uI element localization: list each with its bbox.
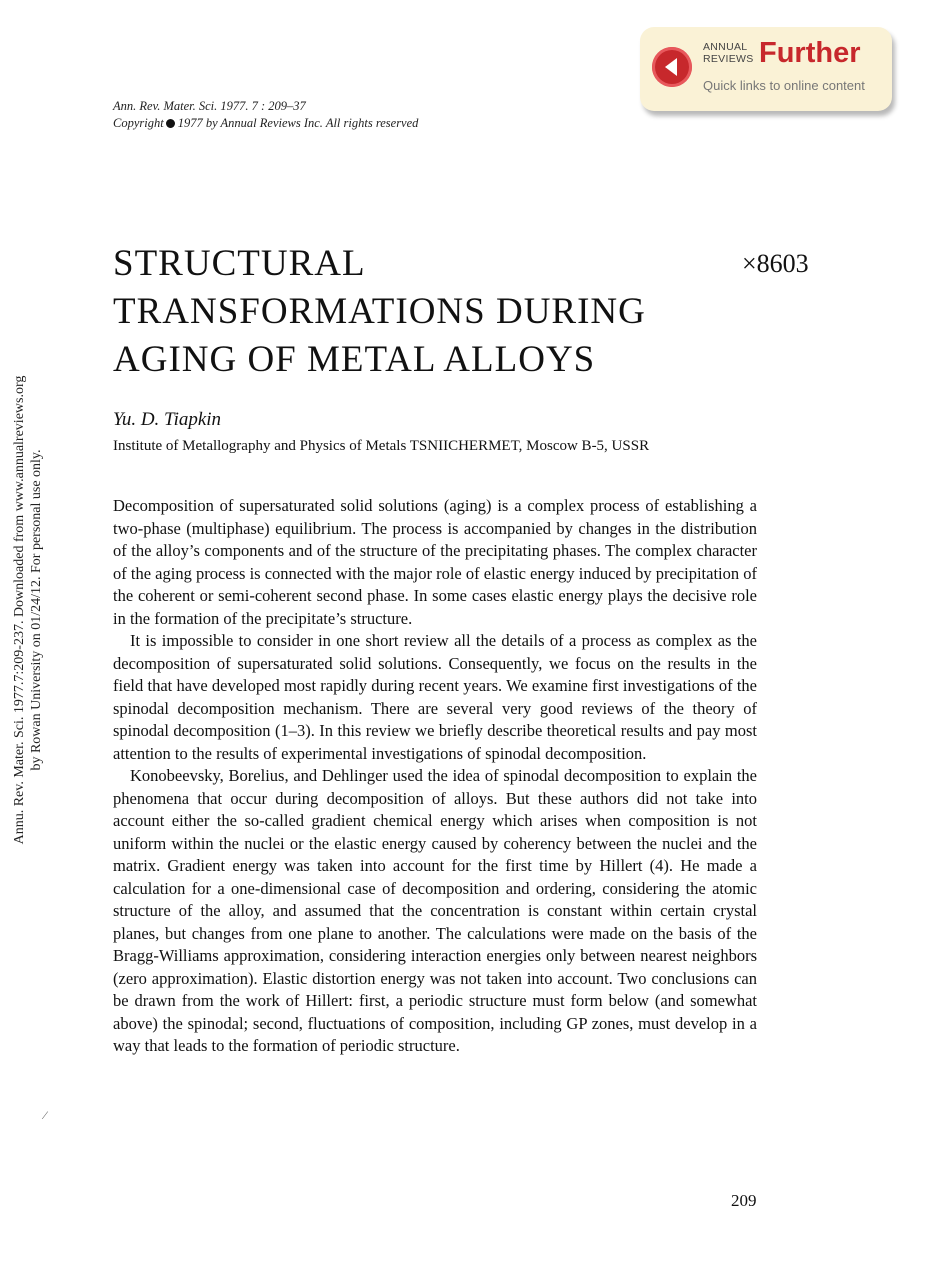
copyright-line: Copyright 1977 by Annual Reviews Inc. All rights reserved: [113, 116, 419, 130]
body-paragraph: Konobeevsky, Borelius, and Dehlinger used the idea of spinodal decomposition to explain the phenomena that occur during decomposition of alloys. But these authors did not take into account either the so-called gradient chemical energy which arises when composition is not uniform within the nuclei or the elastic energy caused by coherency between the nuclei and the matrix. Gradient energy was taken into account for the first time by Hillert (4). He made a calculation for a one-dimensional case of decomposition and ordering, considering the atomic structure of the alloy, and assumed that the concentration is constant within certain crystal planes, but changes from one plane to another. The calculations were made on the basis of the Bragg-Williams approximation, considering interaction energies only between nearest neighbors (zero approximation). Elastic distortion energy was not taken into account. Two conclusions can be drawn from the work of Hillert: first, a periodic structure must form below (and somewhat above) the spinodal; second, fluctuations of composition, including GP zones, must develop in a way that leads to the formation of periodic structure.: [113, 766, 757, 1055]
download-notice-line: by Rowan University on 01/24/12. For personal use only.: [29, 449, 44, 771]
article-body: [113, 495, 757, 1058]
download-notice: [11, 290, 45, 930]
play-back-icon: [652, 47, 692, 87]
download-notice-line: Annu. Rev. Mater. Sci. 1977.7:209-237. Downloaded from www.annualreviews.org: [12, 375, 27, 845]
title-line: AGING OF METAL ALLOYS: [113, 339, 596, 380]
body-paragraph: It is impossible to consider in one short review all the details of a process as complex as the decomposition of supersaturated solid solutions. Consequently, we focus on the results in the field that have developed most rapidly during recent years. We examine first investigations of the spinodal decomposition mechanism. There are several very good reviews of the theory of spinodal decomposition (1–3). In this review we briefly describe theoretical results and pay most attention to the results of experimental investigations of spinodal decomposition.: [113, 631, 757, 763]
body-paragraph: Decomposition of supersaturated solid solutions (aging) is a complex process of establishing a two-phase (multiphase) equilibrium. The process is accompanied by changes in the distribution of the alloy’s components and of the structure of the precipitating phases. The complex character of the aging process is connected with the major role of elastic energy induced by precipitation of the coherent or semi-coherent second phase. In some cases elastic energy plays the decisive role in the formation of the precipitate’s structure.: [113, 496, 757, 628]
journal-citation: Ann. Rev. Mater. Sci. 1977. 7 : 209–37: [113, 99, 306, 113]
further-tagline: Quick links to online content: [703, 78, 865, 93]
article-title: [113, 240, 733, 384]
stray-mark: ⁄: [44, 1108, 47, 1122]
further-wordmark: Further: [759, 37, 861, 69]
author-name: Yu. D. Tiapkin: [113, 409, 222, 430]
journal-citation-block: [113, 98, 573, 132]
author-affiliation: Institute of Metallography and Physics of Metals TSNIICHERMET, Moscow B-5, USSR: [113, 438, 650, 454]
copyright-dot-icon: [166, 119, 175, 128]
article-code: ×8603: [742, 249, 809, 278]
further-badge[interactable]: [640, 27, 892, 111]
further-annual-reviews-label: ANNUAL REVIEWS: [703, 41, 754, 65]
page-number: 209: [731, 1191, 757, 1210]
title-line: TRANSFORMATIONS DURING: [113, 291, 646, 332]
title-line: STRUCTURAL: [113, 243, 366, 284]
